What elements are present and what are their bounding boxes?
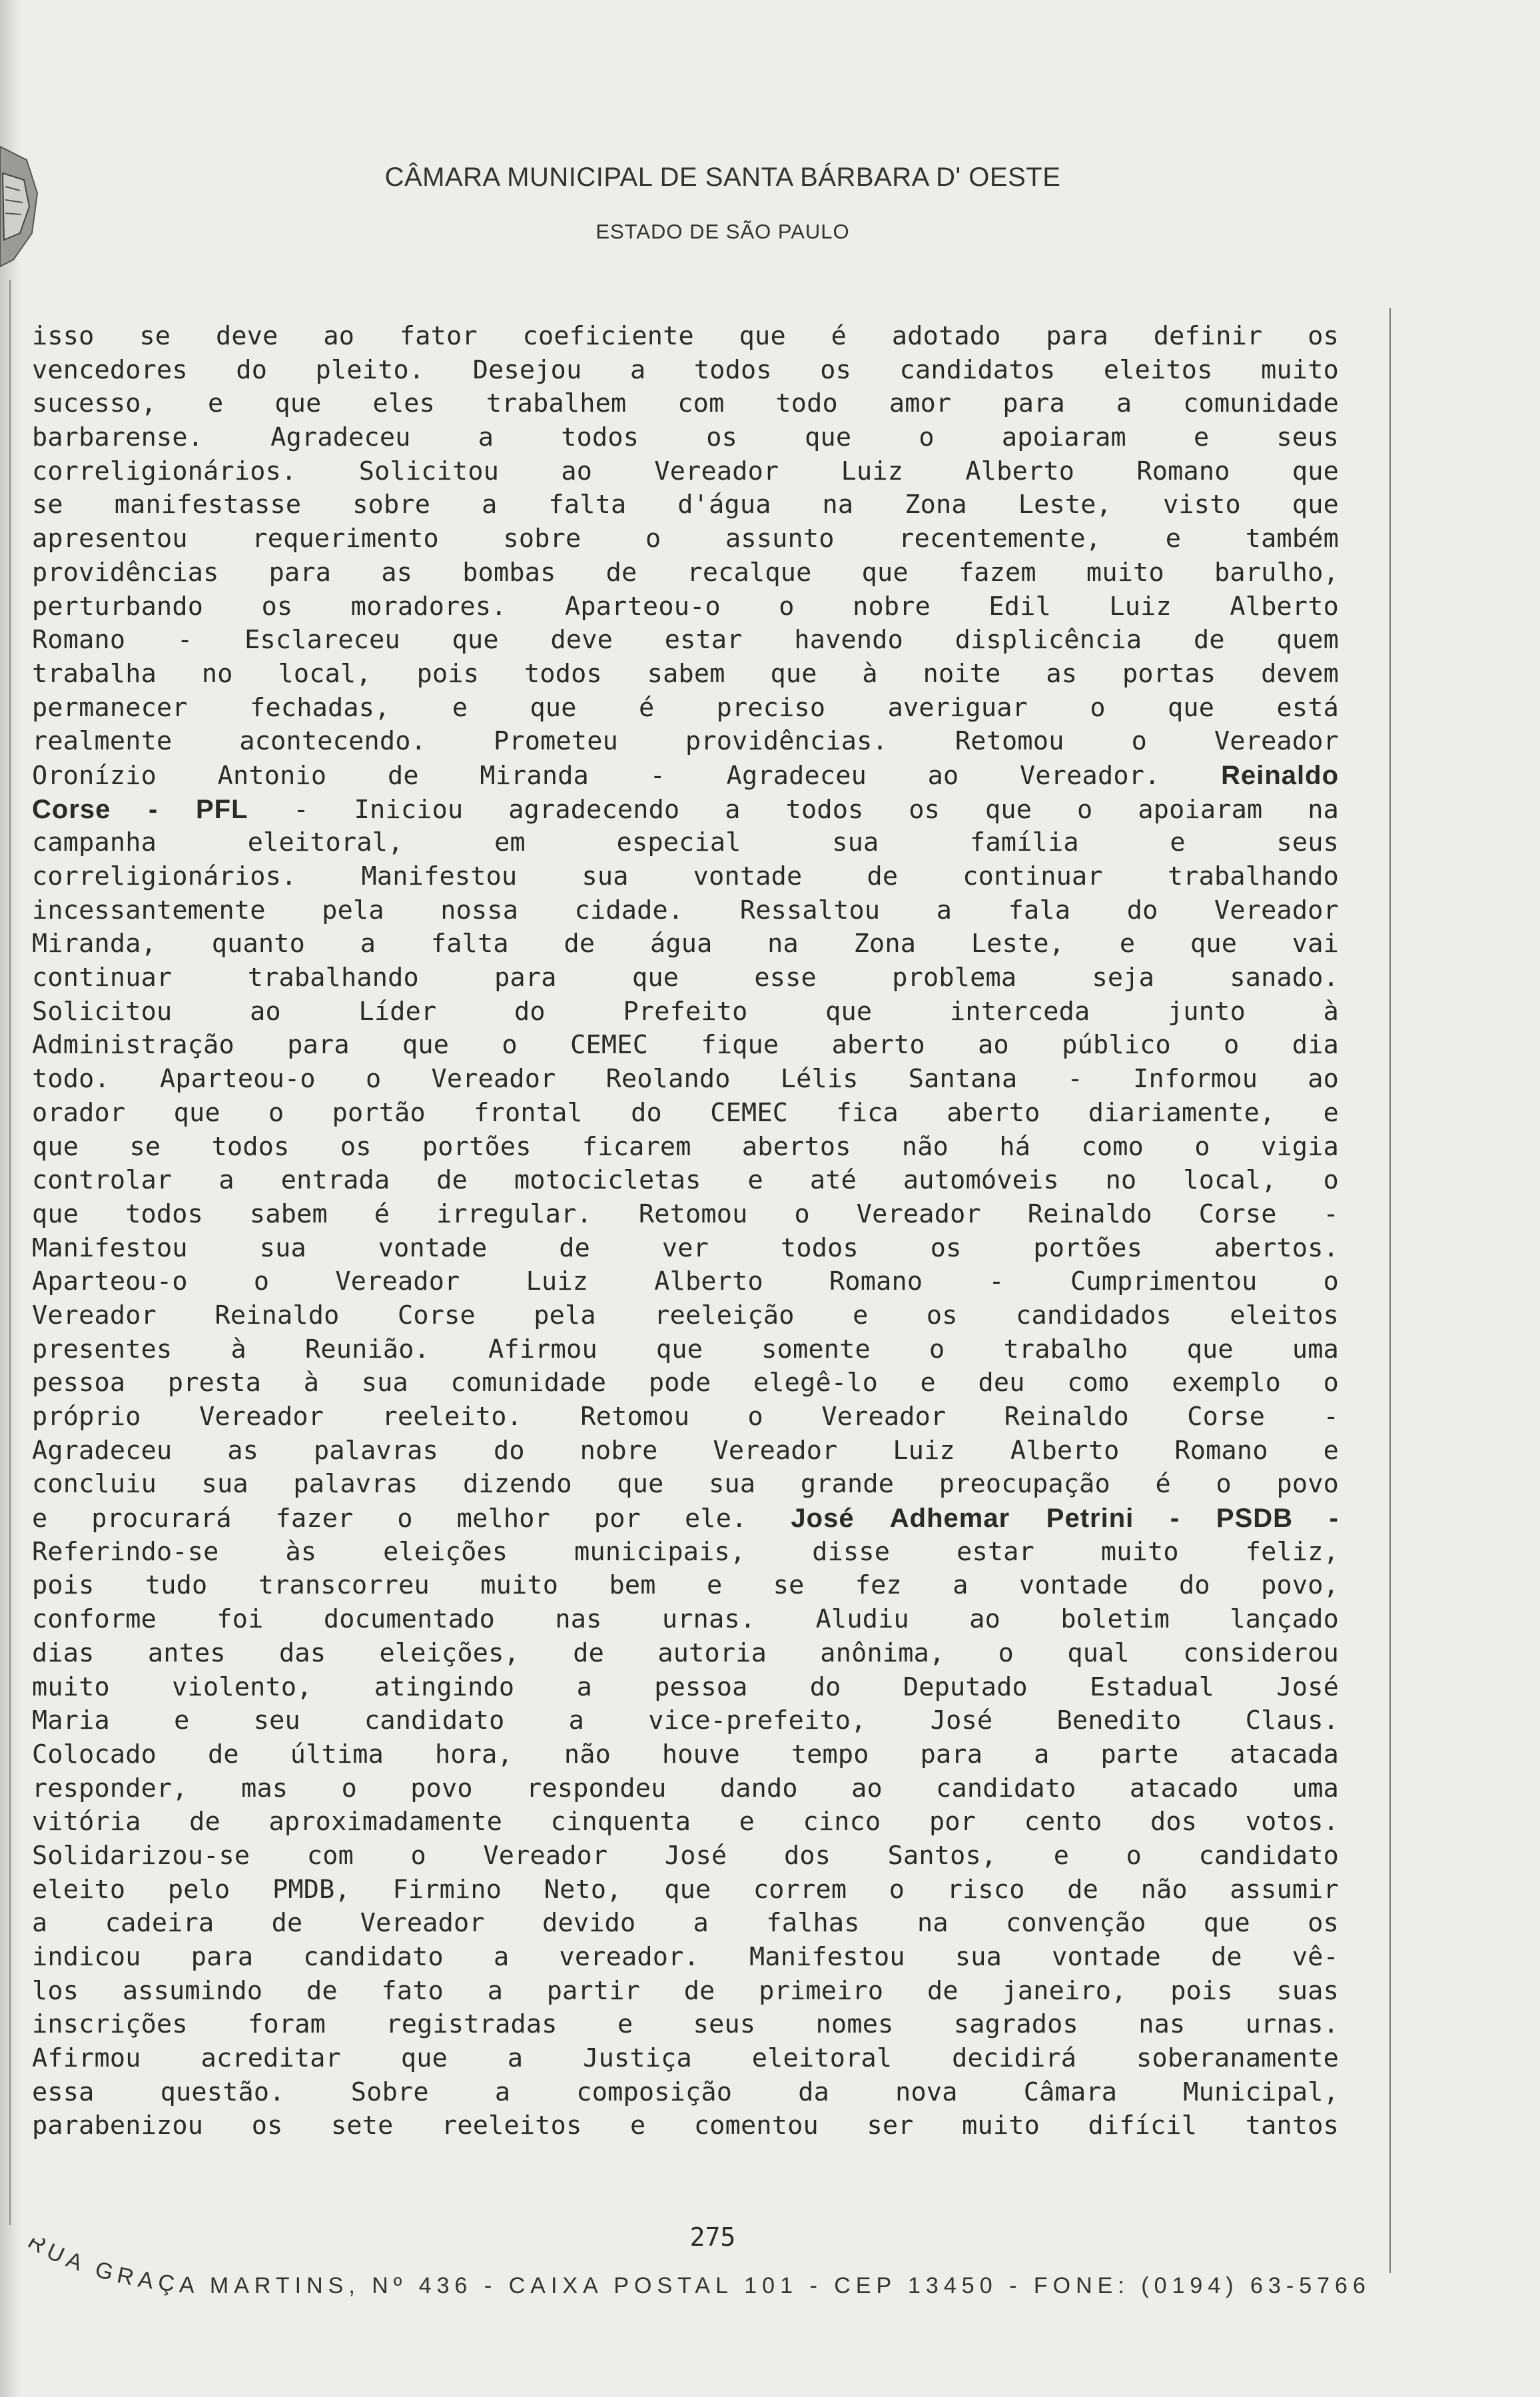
text-line xyxy=(32,793,1339,827)
text-line: incessantemente pela nossa cidade. Ressaltou a fala do Vereador xyxy=(32,895,1339,925)
right-margin-rule xyxy=(1389,308,1391,2273)
left-margin-rule xyxy=(9,280,11,2225)
text-line: responder, mas o povo respondeu dando ao candidato atacado uma xyxy=(32,1773,1339,1803)
text-line: controlar a entrada de motocicletas e até automóveis no local, o xyxy=(32,1165,1339,1196)
text-line: concluiu sua palavras dizendo que sua grande preocupação é o povo xyxy=(32,1469,1339,1500)
letterhead-title: CÂMARA MUNICIPAL DE SANTA BÁRBARA D' OESTE xyxy=(384,163,1061,192)
text-line: Afirmou acreditar que a Justiça eleitoral decidirá soberanamente xyxy=(32,2043,1339,2074)
speaker-name: Reinaldo xyxy=(1221,760,1339,790)
text-line: Administração para que o CEMEC fique aberto ao público o dia xyxy=(32,1030,1339,1061)
municipal-crest-icon xyxy=(0,133,41,286)
speaker-name: José Adhemar Petrini - PSDB - xyxy=(791,1504,1339,1534)
text-line: campanha eleitoral, em especial sua família e seus xyxy=(32,827,1339,858)
text-line: conforme foi documentado nas urnas. Aludiu ao boletim lançado xyxy=(32,1604,1339,1635)
text-line: eleito pelo PMDB, Firmino Neto, que correm o risco de não assumir xyxy=(32,1874,1339,1905)
text-line: Maria e seu candidato a vice-prefeito, José Benedito Claus. xyxy=(32,1705,1339,1736)
text-line: dias antes das eleições, de autoria anônima, o qual considerou xyxy=(32,1638,1339,1668)
text-line: pois tudo transcorreu muito bem e se fez a vontade do povo, xyxy=(32,1570,1339,1601)
letterhead-footer xyxy=(27,2238,1532,2345)
text-line: Aparteou-o o Vereador Luiz Alberto Romano - Cumprimentou o xyxy=(32,1266,1339,1297)
text-line: orador que o portão frontal do CEMEC fica aberto diariamente, e xyxy=(32,1097,1339,1128)
text-line: a cadeira de Vereador devido a falhas na convenção que os xyxy=(32,1908,1339,1939)
text-line: Colocado de última hora, não houve tempo para a parte atacada xyxy=(32,1739,1339,1769)
text-line: presentes à Reunião. Afirmou que somente o trabalho que uma xyxy=(32,1334,1339,1364)
text-line: pessoa presta à sua comunidade pode elegê-lo e deu como exemplo o xyxy=(32,1368,1339,1398)
text-line: los assumindo de fato a partir de primeiro de janeiro, pois suas xyxy=(32,1975,1339,2006)
text-line: apresentou requerimento sobre o assunto recentemente, e também xyxy=(32,524,1339,554)
text-line: vitória de aproximadamente cinquenta e cinco por cento dos votos. xyxy=(32,1807,1339,1837)
text-line: Solidarizou-se com o Vereador José dos Santos, e o candidato xyxy=(32,1840,1339,1871)
text-line: perturbando os moradores. Aparteou-o o nobre Edil Luiz Alberto xyxy=(32,591,1339,622)
footer-address-text: RUA GRAÇA MARTINS, Nº 436 - CAIXA POSTAL 101 - CEP 13450 - FONE: (0194) 63-5766 xyxy=(27,2238,1371,2299)
text-line: Miranda, quanto a falta de água na Zona Leste, e que vai xyxy=(32,929,1339,959)
text-segment: - Iniciou agradecendo a todos os que o apoiaram na xyxy=(248,794,1339,825)
text-line: que todos sabem é irregular. Retomou o Vereador Reinaldo Corse - xyxy=(32,1198,1339,1229)
text-segment: e procurará fazer o melhor por ele. xyxy=(32,1504,791,1534)
text-line: inscrições foram registradas e seus nomes sagrados nas urnas. xyxy=(32,2009,1339,2040)
text-line: isso se deve ao fator coeficiente que é adotado para definir os xyxy=(32,321,1339,351)
minutes-body-text xyxy=(32,320,1339,2143)
text-line xyxy=(32,759,1339,793)
text-line: todo. Aparteou-o o Vereador Reolando Lélis Santana - Informou ao xyxy=(32,1064,1339,1095)
text-line: Agradeceu as palavras do nobre Vereador Luiz Alberto Romano e xyxy=(32,1435,1339,1466)
text-line: correligionários. Manifestou sua vontade de continuar trabalhando xyxy=(32,861,1339,891)
text-line: próprio Vereador reeleito. Retomou o Vereador Reinaldo Corse - xyxy=(32,1402,1339,1432)
text-line: continuar trabalhando para que esse problema seja sanado. xyxy=(32,963,1339,993)
text-segment: Oronízio Antonio de Miranda - Agradeceu ao Vereador. xyxy=(32,760,1222,791)
text-line: permanecer fechadas, e que é preciso averiguar o que está xyxy=(32,692,1339,723)
text-line: realmente acontecendo. Prometeu providências. Retomou o Vereador xyxy=(32,726,1339,757)
text-line: Referindo-se às eleições municipais, disse estar muito feliz, xyxy=(32,1536,1339,1567)
page-number: 275 xyxy=(689,2222,736,2252)
text-line: Romano - Esclareceu que deve estar havendo displicência de quem xyxy=(32,625,1339,656)
text-line: Vereador Reinaldo Corse pela reeleição e os candidados eleitos xyxy=(32,1300,1339,1330)
text-line: trabalha no local, pois todos sabem que à noite as portas devem xyxy=(32,658,1339,689)
text-line: se manifestasse sobre a falta d'água na Zona Leste, visto que xyxy=(32,490,1339,520)
letterhead-subtitle: ESTADO DE SÃO PAULO xyxy=(595,220,850,243)
text-line: que se todos os portões ficarem abertos não há como o vigia xyxy=(32,1131,1339,1162)
text-line: sucesso, e que eles trabalhem com todo amor para a comunidade xyxy=(32,388,1339,419)
footer-address xyxy=(27,2238,1371,2298)
text-line: barbarense. Agradeceu a todos os que o apoiaram e seus xyxy=(32,422,1339,453)
text-line xyxy=(32,1502,1339,1536)
text-line: indicou para candidato a vereador. Manifestou sua vontade de vê- xyxy=(32,1942,1339,1972)
text-line: parabenizou os sete reeleitos e comentou ser muito difícil tantos xyxy=(32,2111,1339,2141)
text-line: vencedores do pleito. Desejou a todos os candidatos eleitos muito xyxy=(32,354,1339,385)
text-line: muito violento, atingindo a pessoa do Deputado Estadual José xyxy=(32,1672,1339,1702)
text-line: Manifestou sua vontade de ver todos os portões abertos. xyxy=(32,1232,1339,1263)
text-line: Solicitou ao Líder do Prefeito que interceda junto à xyxy=(32,996,1339,1027)
text-line: providências para as bombas de recalque que fazem muito barulho, xyxy=(32,557,1339,588)
text-line: correligionários. Solicitou ao Vereador Luiz Alberto Romano que xyxy=(32,456,1339,486)
speaker-name: Corse - PFL xyxy=(32,794,248,824)
text-line: essa questão. Sobre a composição da nova Câmara Municipal, xyxy=(32,2077,1339,2107)
